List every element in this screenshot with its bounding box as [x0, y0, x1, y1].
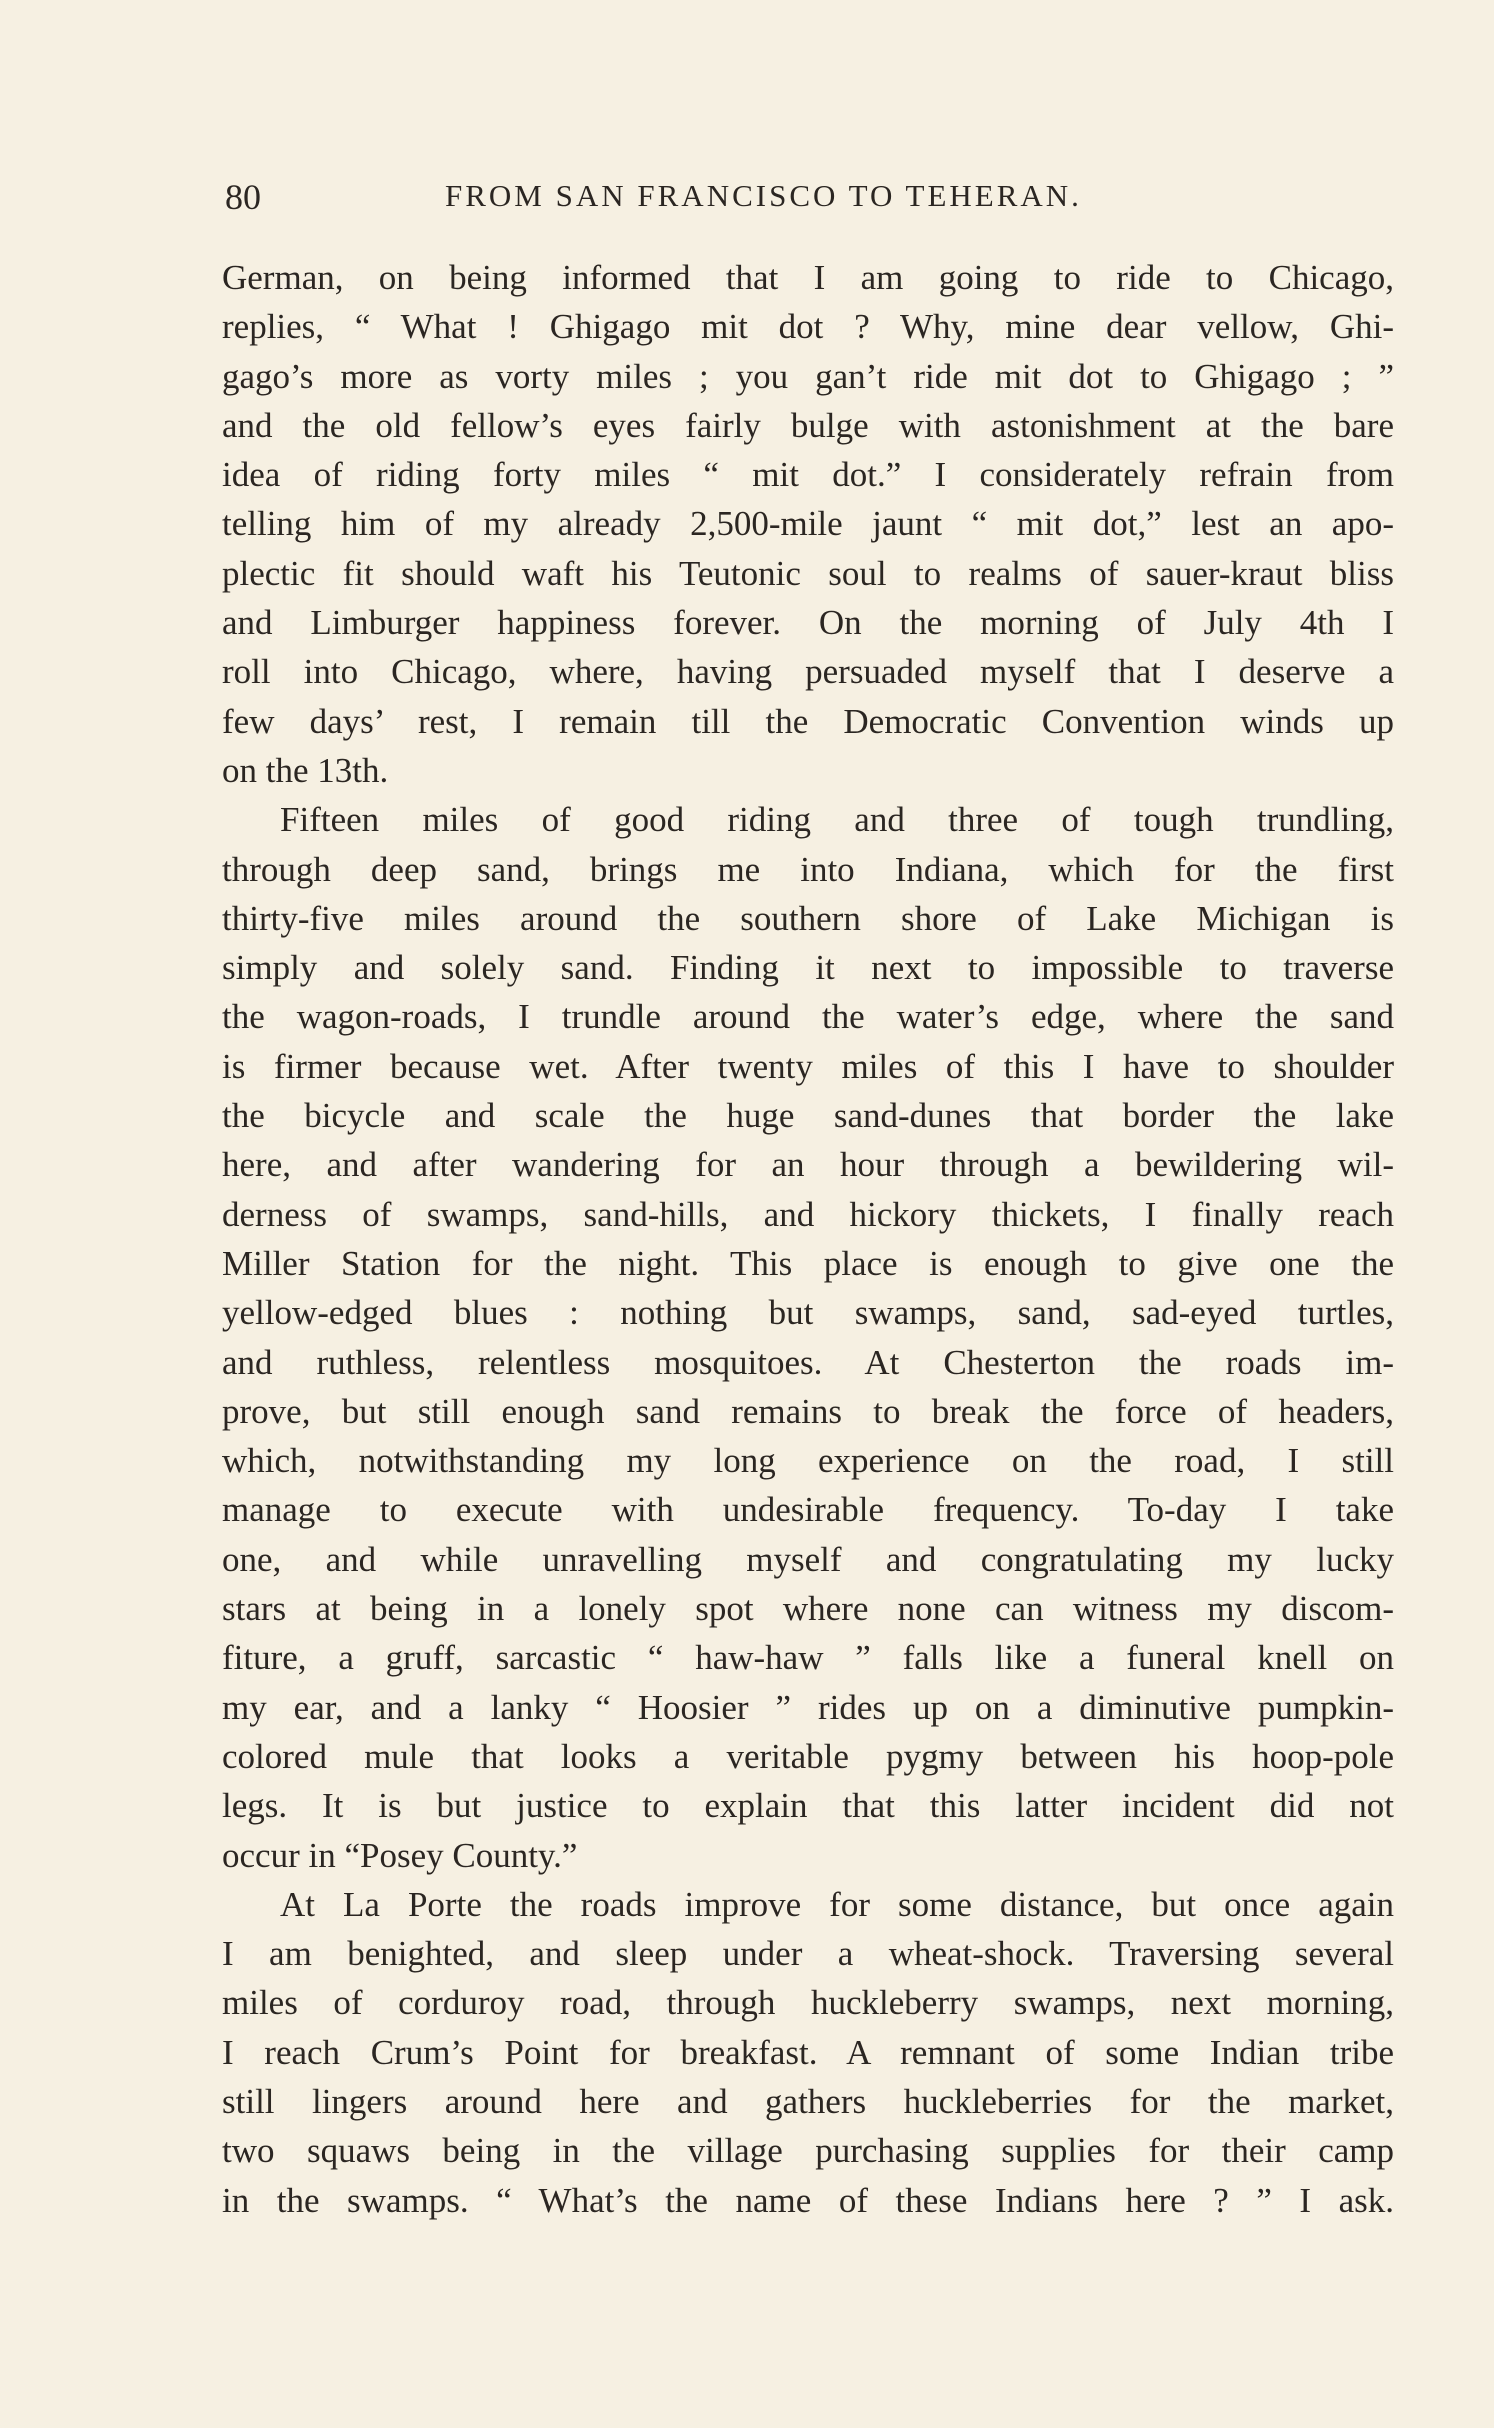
text-line: my ear, and a lanky “ Hoosier ” rides up on a diminutive pumpkin- — [222, 1687, 1394, 1727]
text-line: on the 13th. — [222, 750, 389, 790]
text-line: fiture, a gruff, sarcastic “ haw-haw ” falls like a funeral knell on — [222, 1638, 1394, 1678]
text-line: one, and while unravelling myself and congratulating my lucky — [222, 1539, 1394, 1579]
body-text — [222, 253, 1394, 2225]
text-line: telling him of my already 2,500-mile jaunt “ mit dot,” lest an apo- — [222, 504, 1394, 544]
text-line: and Limburger happiness forever. On the morning of July 4th I — [222, 603, 1394, 643]
text-line: still lingers around here and gathers huckleberries for the market, — [222, 2081, 1394, 2121]
running-head — [225, 176, 1395, 226]
text-line: Fifteen miles of good riding and three of tough trundling, — [280, 800, 1394, 840]
text-line: thirty-five miles around the southern shore of Lake Michigan is — [222, 898, 1394, 938]
text-line: replies, “ What ! Ghigago mit dot ? Why, mine dear vellow, Ghi- — [222, 307, 1394, 347]
text-line: plectic fit should waft his Teutonic soul to realms of sauer-kraut bliss — [222, 553, 1394, 593]
text-line: is firmer because wet. After twenty miles of this I have to shoulder — [222, 1046, 1394, 1086]
text-line: At La Porte the roads improve for some distance, but once again — [280, 1884, 1394, 1924]
text-line: I am benighted, and sleep under a wheat-shock. Traversing several — [222, 1934, 1394, 1974]
text-line: manage to execute with undesirable frequency. To-day I take — [222, 1490, 1394, 1530]
text-line: which, notwithstanding my long experience on the road, I still — [222, 1441, 1394, 1481]
text-line: gago’s more as vorty miles ; you gan’t ride mit dot to Ghigago ; ” — [222, 356, 1394, 396]
text-line: in the swamps. “ What’s the name of these Indians here ? ” I ask. — [222, 2180, 1394, 2220]
text-line: roll into Chicago, where, having persuaded myself that I deserve a — [222, 652, 1394, 692]
text-line: and the old fellow’s eyes fairly bulge with astonishment at the bare — [222, 405, 1394, 445]
text-line: the wagon-roads, I trundle around the water’s edge, where the sand — [222, 997, 1394, 1037]
text-line: I reach Crum’s Point for breakfast. A remnant of some Indian tribe — [222, 2032, 1394, 2072]
text-line: stars at being in a lonely spot where none can witness my discom- — [222, 1589, 1394, 1629]
text-line: yellow-edged blues : nothing but swamps, sand, sad-eyed turtles, — [222, 1293, 1394, 1333]
text-line: through deep sand, brings me into Indiana, which for the first — [222, 849, 1394, 889]
running-title: FROM SAN FRANCISCO TO TEHERAN. — [445, 178, 1082, 213]
text-line: simply and solely sand. Finding it next to impossible to traverse — [222, 948, 1394, 988]
text-line: Miller Station for the night. This place is enough to give one the — [222, 1243, 1394, 1283]
text-line: colored mule that looks a veritable pygmy between his hoop-pole — [222, 1736, 1394, 1776]
text-line: prove, but still enough sand remains to break the force of headers, — [222, 1391, 1394, 1431]
text-line: here, and after wandering for an hour through a bewildering wil- — [222, 1145, 1394, 1185]
text-line: derness of swamps, sand-hills, and hickory thickets, I finally reach — [222, 1194, 1394, 1234]
text-line: German, on being informed that I am going to ride to Chicago, — [222, 258, 1394, 297]
text-line: legs. It is but justice to explain that this latter incident did not — [222, 1786, 1394, 1826]
text-line: two squaws being in the village purchasing supplies for their camp — [222, 2131, 1394, 2171]
text-line: occur in “Posey County.” — [222, 1835, 578, 1875]
text-line: and ruthless, relentless mosquitoes. At Chesterton the roads im- — [222, 1342, 1394, 1382]
page-number: 80 — [225, 177, 261, 217]
text-line: idea of riding forty miles “ mit dot.” I considerately refrain from — [222, 455, 1394, 495]
text-line: the bicycle and scale the huge sand-dunes that border the lake — [222, 1096, 1394, 1136]
text-line: miles of corduroy road, through huckleberry swamps, next morning, — [222, 1983, 1394, 2023]
text-line: few days’ rest, I remain till the Democratic Convention winds up — [222, 701, 1394, 741]
